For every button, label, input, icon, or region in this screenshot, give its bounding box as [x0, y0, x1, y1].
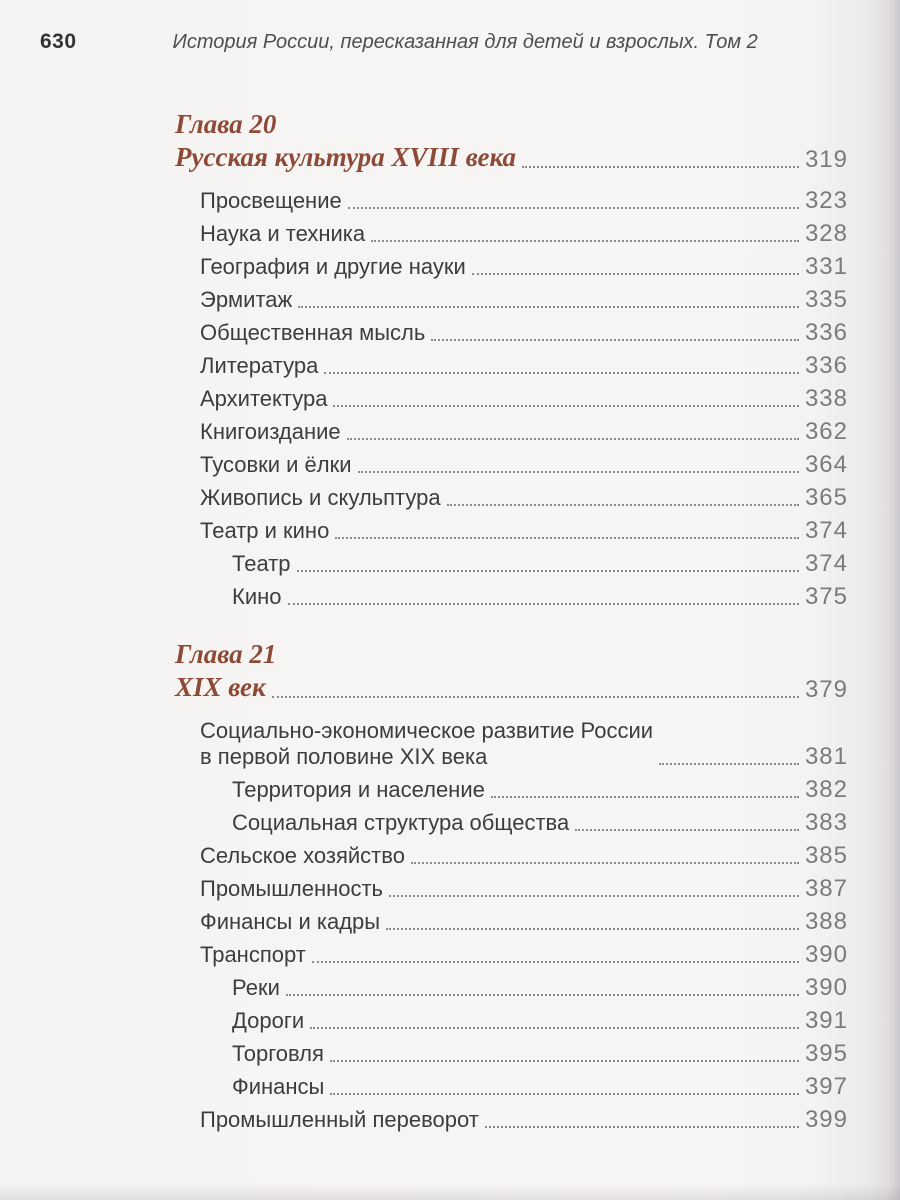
dot-leader [286, 994, 799, 996]
dot-leader [522, 166, 799, 168]
toc-entry [175, 452, 848, 478]
toc-entry [175, 1008, 848, 1034]
dot-leader [330, 1093, 799, 1095]
chapter-page-number: 379 [804, 676, 848, 703]
toc-entry [175, 254, 848, 280]
toc-entry-title: Промышленность [200, 876, 384, 901]
toc-entry-page: 381 [804, 743, 848, 770]
toc-entry-title: Просвещение [200, 188, 342, 213]
dot-leader [386, 928, 799, 930]
dot-leader [472, 273, 799, 275]
toc-entry-page: 364 [804, 451, 848, 478]
dot-leader [324, 372, 799, 374]
dot-leader [491, 796, 799, 798]
dot-leader [335, 537, 799, 539]
running-title: История России, пересказанная для детей и взрослых. Том 2 [172, 31, 758, 53]
toc-entry-title: Литература [200, 353, 319, 378]
toc-entry-page: 328 [804, 220, 848, 247]
dot-leader [411, 862, 799, 864]
toc-entry-title: География и другие науки [200, 254, 466, 279]
toc-entry-page: 399 [804, 1106, 848, 1133]
dot-leader [288, 603, 799, 605]
toc-entry [175, 1107, 848, 1133]
toc-entry [175, 320, 848, 346]
toc-entry-page: 385 [804, 842, 848, 869]
toc-entry [175, 386, 848, 412]
toc-entry [175, 1041, 848, 1067]
toc-entry-page: 374 [804, 517, 848, 544]
toc-chapter-21 [175, 638, 848, 1133]
dot-leader [333, 405, 799, 407]
dot-leader [431, 339, 799, 341]
toc-entry [175, 485, 848, 511]
toc-entry-title: Театр [232, 551, 291, 576]
toc-entry-page: 388 [804, 908, 848, 935]
toc-entry-title: Книгоиздание [200, 419, 341, 444]
toc-entry-page: 390 [804, 974, 848, 1001]
toc-entry-title: Финансы и кадры [200, 909, 381, 934]
toc-entry-title: Общественная мысль [200, 320, 426, 345]
chapter-title: XIX век [175, 672, 266, 702]
toc-entry [175, 551, 848, 577]
dot-leader [297, 570, 799, 572]
toc-entry [175, 221, 848, 247]
table-of-contents [175, 108, 848, 1133]
dot-leader [659, 763, 799, 765]
dot-leader [310, 1027, 799, 1029]
toc-entry-title: Социальная структура общества [232, 810, 570, 835]
toc-entry-page: 335 [804, 286, 848, 313]
chapter-title-row [175, 671, 848, 703]
chapter-page-number: 319 [804, 146, 848, 173]
toc-entry-page: 382 [804, 776, 848, 803]
running-header [0, 0, 900, 54]
toc-entry-page: 336 [804, 319, 848, 346]
toc-entry-title: Реки [232, 975, 280, 1000]
toc-entry-title: Эрмитаж [200, 287, 293, 312]
toc-entry-page: 365 [804, 484, 848, 511]
toc-entry [175, 718, 848, 770]
toc-entry-page: 331 [804, 253, 848, 280]
dot-leader [348, 207, 799, 209]
toc-entry-page: 391 [804, 1007, 848, 1034]
toc-entry-page: 338 [804, 385, 848, 412]
toc-entry-title: Промышленный переворот [200, 1107, 479, 1132]
dot-leader [358, 471, 799, 473]
toc-entry [175, 810, 848, 836]
dot-leader [272, 696, 799, 698]
toc-entry-title: Тусовки и ёлки [200, 452, 352, 477]
toc-entry-page: 375 [804, 583, 848, 610]
toc-entry-title: Кино [232, 584, 282, 609]
chapter-entries [175, 718, 848, 1133]
dot-leader [371, 240, 799, 242]
toc-entry [175, 843, 848, 869]
toc-chapter-20 [175, 108, 848, 610]
chapter-entries [175, 188, 848, 610]
toc-entry [175, 975, 848, 1001]
toc-entry-title: Транспорт [200, 942, 306, 967]
toc-entry [175, 287, 848, 313]
toc-entry-title: Финансы [232, 1074, 325, 1099]
toc-entry [175, 518, 848, 544]
toc-entry-title: Социально-экономическое развитие России в первой половине XIX века [200, 718, 654, 769]
toc-entry-page: 397 [804, 1073, 848, 1100]
toc-entry-page: 395 [804, 1040, 848, 1067]
toc-entry-page: 383 [804, 809, 848, 836]
toc-entry-page: 323 [804, 187, 848, 214]
toc-entry [175, 1074, 848, 1100]
chapter-title-row [175, 141, 848, 173]
dot-leader [575, 829, 799, 831]
toc-entry [175, 188, 848, 214]
toc-entry [175, 942, 848, 968]
chapter-title: Русская культура XVIII века [175, 142, 516, 172]
toc-entry-page: 387 [804, 875, 848, 902]
page-number-folio: 630 [40, 30, 77, 53]
toc-entry-title: Архитектура [200, 386, 328, 411]
dot-leader [330, 1060, 799, 1062]
chapter-label: Глава 20 [175, 109, 277, 139]
toc-entry-title: Дороги [232, 1008, 305, 1033]
dot-leader [447, 504, 799, 506]
toc-entry-page: 362 [804, 418, 848, 445]
toc-entry [175, 353, 848, 379]
dot-leader [389, 895, 799, 897]
toc-entry-title: Сельское хозяйство [200, 843, 405, 868]
toc-entry [175, 584, 848, 610]
dot-leader [298, 306, 799, 308]
dot-leader [485, 1126, 799, 1128]
toc-entry-title: Торговля [232, 1041, 324, 1066]
toc-entry [175, 909, 848, 935]
toc-entry-title: Наука и техника [200, 221, 366, 246]
dot-leader [312, 961, 799, 963]
toc-entry-page: 374 [804, 550, 848, 577]
toc-entry-title: Живопись и скульптура [200, 485, 441, 510]
toc-entry [175, 876, 848, 902]
toc-entry-title: Театр и кино [200, 518, 330, 543]
toc-entry [175, 777, 848, 803]
toc-entry-page: 390 [804, 941, 848, 968]
dot-leader [347, 438, 799, 440]
page-edge-shadow [886, 0, 900, 1200]
toc-entry-title: Территория и население [232, 777, 485, 802]
toc-entry [175, 419, 848, 445]
chapter-label: Глава 21 [175, 639, 277, 669]
toc-entry-page: 336 [804, 352, 848, 379]
